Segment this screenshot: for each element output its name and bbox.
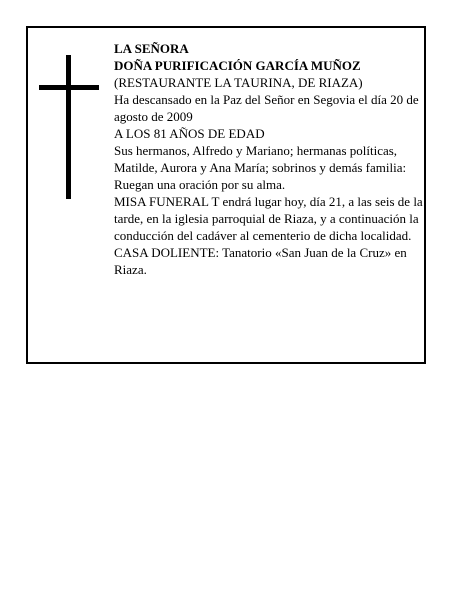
- cross-horizontal-bar: [39, 85, 99, 90]
- cross-icon: [39, 55, 99, 199]
- cross-vertical-bar: [66, 55, 71, 199]
- mourning-house-line: CASA DOLIENTE: Tanatorio «San Juan de la Cruz» en Riaza.: [114, 245, 407, 277]
- prayer-line: Ruegan una oración por su alma.: [114, 177, 286, 192]
- obituary-notice: [26, 26, 426, 364]
- notice-body: [114, 40, 426, 278]
- affiliation: (RESTAURANTE LA TAURINA, DE RIAZA): [114, 75, 363, 90]
- family-line: Sus hermanos, Alfredo y Mariano; hermanas políticas, Matilde, Aurora y Ana María; sobrinos y demás familia:: [114, 143, 407, 175]
- funeral-mass-line: MISA FUNERAL T endrá lugar hoy, día 21, a las seis de la tarde, en la iglesia parroquial de Riaza, y a continuación la conducción del cadáver al cementerio de dicha localidad.: [114, 194, 423, 243]
- deceased-name: DOÑA PURIFICACIÓN GARCÍA MUÑOZ: [114, 58, 361, 73]
- notice-title-line1: LA SEÑORA: [114, 41, 189, 56]
- age-line: A LOS 81 AÑOS DE EDAD: [114, 126, 265, 141]
- death-statement: Ha descansado en la Paz del Señor en Segovia el día 20 de agosto de 2009: [114, 92, 419, 124]
